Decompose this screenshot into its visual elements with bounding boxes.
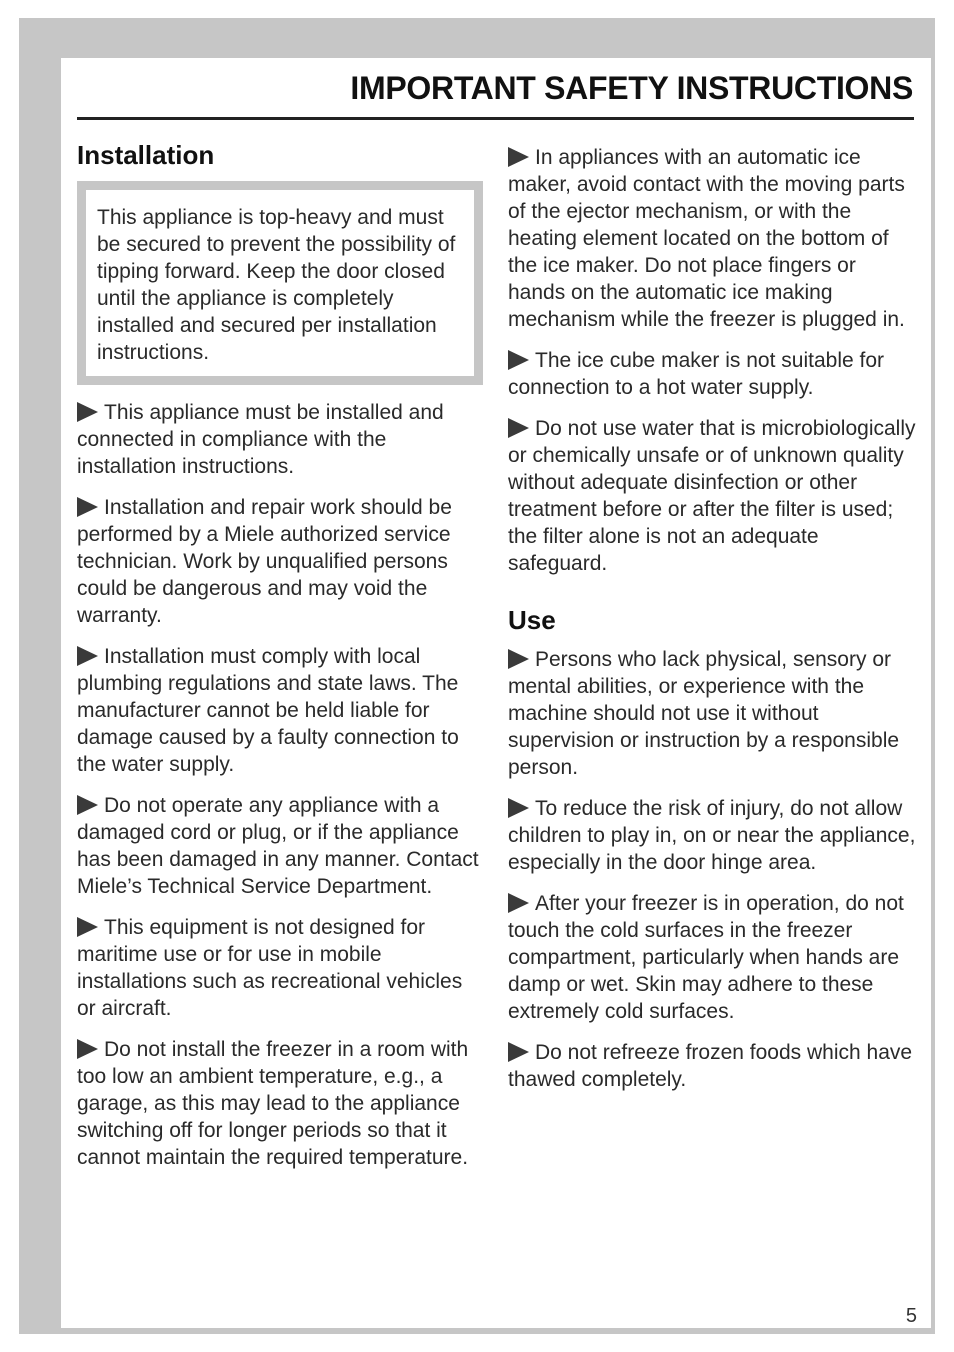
warning-text: This appliance is top-heavy and must be secured to prevent the possibility of tipping forward. Keep the door closed until the appliance is completely installed and secured per installation instructions. <box>97 206 456 364</box>
list-item <box>77 1036 483 1171</box>
document-page <box>61 58 931 1328</box>
bullet-triangle-icon <box>508 893 529 913</box>
list-item-text: This equipment is not designed for maritime use or for use in mobile installations such as recreational vehicles or aircraft. <box>77 916 463 1020</box>
bullet-triangle-icon <box>77 497 98 517</box>
list-item-text: In appliances with an automatic ice maker, avoid contact with the moving parts of the ejector mechanism, or with the heating element located on the bottom of the ice maker. Do not place fingers or hands on the automatic ice making mechanism while the freezer is plugged in. <box>508 146 905 331</box>
warning-box <box>77 181 483 385</box>
list-item-text: After your freezer is in operation, do not touch the cold surfaces in the freezer compartment, particularly when hands are damp or wet. Skin may adhere to these extremely cold surfaces. <box>508 892 904 1023</box>
list-item <box>508 646 918 781</box>
bullet-triangle-icon <box>508 1042 529 1062</box>
list-item-text: Persons who lack physical, sensory or mental abilities, or experience with the machine should not use it without supervision or instruction by a responsible person. <box>508 648 900 779</box>
bullet-triangle-icon <box>77 917 98 937</box>
list-item-text: This appliance must be installed and connected in compliance with the installation instructions. <box>77 401 444 478</box>
page-title: IMPORTANT SAFETY INSTRUCTIONS <box>350 70 913 106</box>
installation-heading: Installation <box>77 140 215 170</box>
header-divider <box>77 117 914 120</box>
bullet-triangle-icon <box>508 418 529 438</box>
list-item <box>77 792 483 900</box>
list-item-text: Installation and repair work should be performed by a Miele authorized service technician. Work by unqualified persons could be dangerous and may void the warranty. <box>77 496 452 627</box>
list-item <box>508 890 918 1025</box>
list-item <box>508 415 918 577</box>
list-item <box>77 399 483 480</box>
page-number: 5 <box>905 1305 917 1327</box>
page-border <box>19 18 935 1334</box>
list-item <box>77 643 483 778</box>
list-item <box>508 795 918 876</box>
bullet-triangle-icon <box>77 402 98 422</box>
bullet-triangle-icon <box>508 798 529 818</box>
right-column <box>508 144 918 1107</box>
list-item <box>77 494 483 629</box>
list-item-text: To reduce the risk of injury, do not allow children to play in, on or near the appliance, especially in the door hinge area. <box>508 797 916 874</box>
bullet-triangle-icon <box>508 147 529 167</box>
list-item-text: Do not operate any appliance with a damaged cord or plug, or if the appliance has been damaged in any manner. Contact Miele’s Technical Service Department. <box>77 794 479 898</box>
use-heading: Use <box>508 605 556 635</box>
bullet-triangle-icon <box>508 649 529 669</box>
list-item-text: Installation must comply with local plumbing regulations and state laws. The manufacturer cannot be held liable for damage caused by a faulty connection to the water supply. <box>77 645 459 776</box>
bullet-triangle-icon <box>77 1039 98 1059</box>
list-item <box>508 144 918 333</box>
list-item-text: Do not use water that is microbiologically or chemically unsafe or of unknown quality without adequate disinfection or other treatment before or after the filter is used; the filter alone is not an adequate safeguard. <box>508 417 916 575</box>
list-item-text: Do not refreeze frozen foods which have thawed completely. <box>508 1041 913 1091</box>
bullet-triangle-icon <box>508 350 529 370</box>
list-item <box>508 347 918 401</box>
bullet-triangle-icon <box>77 795 98 815</box>
list-item <box>508 1039 918 1093</box>
left-column <box>77 140 483 1185</box>
bullet-triangle-icon <box>77 646 98 666</box>
list-item <box>77 914 483 1022</box>
list-item-text: Do not install the freezer in a room with too low an ambient temperature, e.g., a garage, as this may lead to the appliance switching off for longer periods so that it cannot maintain the required temperature. <box>77 1038 469 1169</box>
list-item-text: The ice cube maker is not suitable for connection to a hot water supply. <box>508 349 885 399</box>
